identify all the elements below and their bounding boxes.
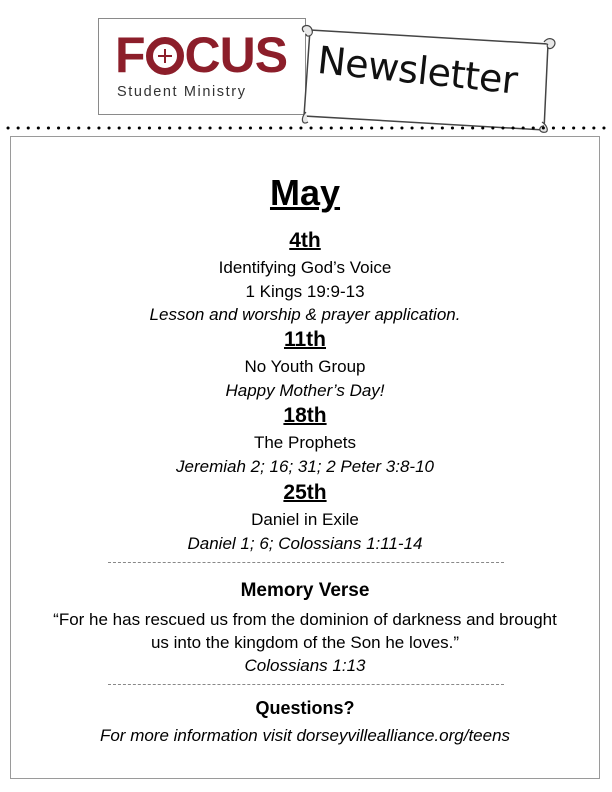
questions-heading: Questions?	[255, 698, 355, 718]
section-divider	[108, 684, 504, 685]
logo-letters-cus: CUS	[184, 27, 288, 83]
event-reference: 1 Kings 19:9-13	[245, 282, 365, 301]
memory-verse-line: us into the kingdom of the Son he loves.”	[150, 633, 460, 652]
event-title: The Prophets	[253, 433, 357, 452]
newsletter-title: Newsletter	[315, 38, 520, 103]
logo-letter-f: F	[115, 27, 145, 83]
event-title: Identifying God’s Voice	[218, 258, 392, 277]
event-reference: Jeremiah 2; 16; 31; 2 Peter 3:8-10	[176, 457, 434, 476]
month-heading: May	[269, 172, 341, 213]
event-note: Lesson and worship & prayer application.	[149, 305, 461, 324]
section-divider	[108, 562, 504, 563]
memory-verse-line: “For he has rescued us from the dominion of darkness and brought	[53, 610, 557, 629]
questions-info: For more information visit dorseyvillealliance.org/teens	[99, 726, 511, 745]
event-title: Daniel in Exile	[251, 510, 359, 529]
cross-icon	[146, 37, 184, 75]
memory-verse-reference: Colossians 1:13	[244, 656, 366, 675]
logo-subtitle: Student Ministry	[117, 84, 247, 100]
event-reference: Daniel 1; 6; Colossians 1:11-14	[187, 534, 423, 553]
event-date: 4th	[289, 229, 321, 252]
focus-logo	[98, 18, 306, 115]
dotted-divider	[6, 124, 606, 132]
event-title: No Youth Group	[244, 357, 366, 376]
event-date: 18th	[283, 404, 327, 427]
event-date: 25th	[283, 481, 327, 504]
event-note: Happy Mother’s Day!	[225, 381, 385, 400]
event-date: 11th	[283, 328, 327, 351]
logo-wordmark	[115, 25, 287, 85]
memory-verse-heading: Memory Verse	[240, 580, 370, 601]
